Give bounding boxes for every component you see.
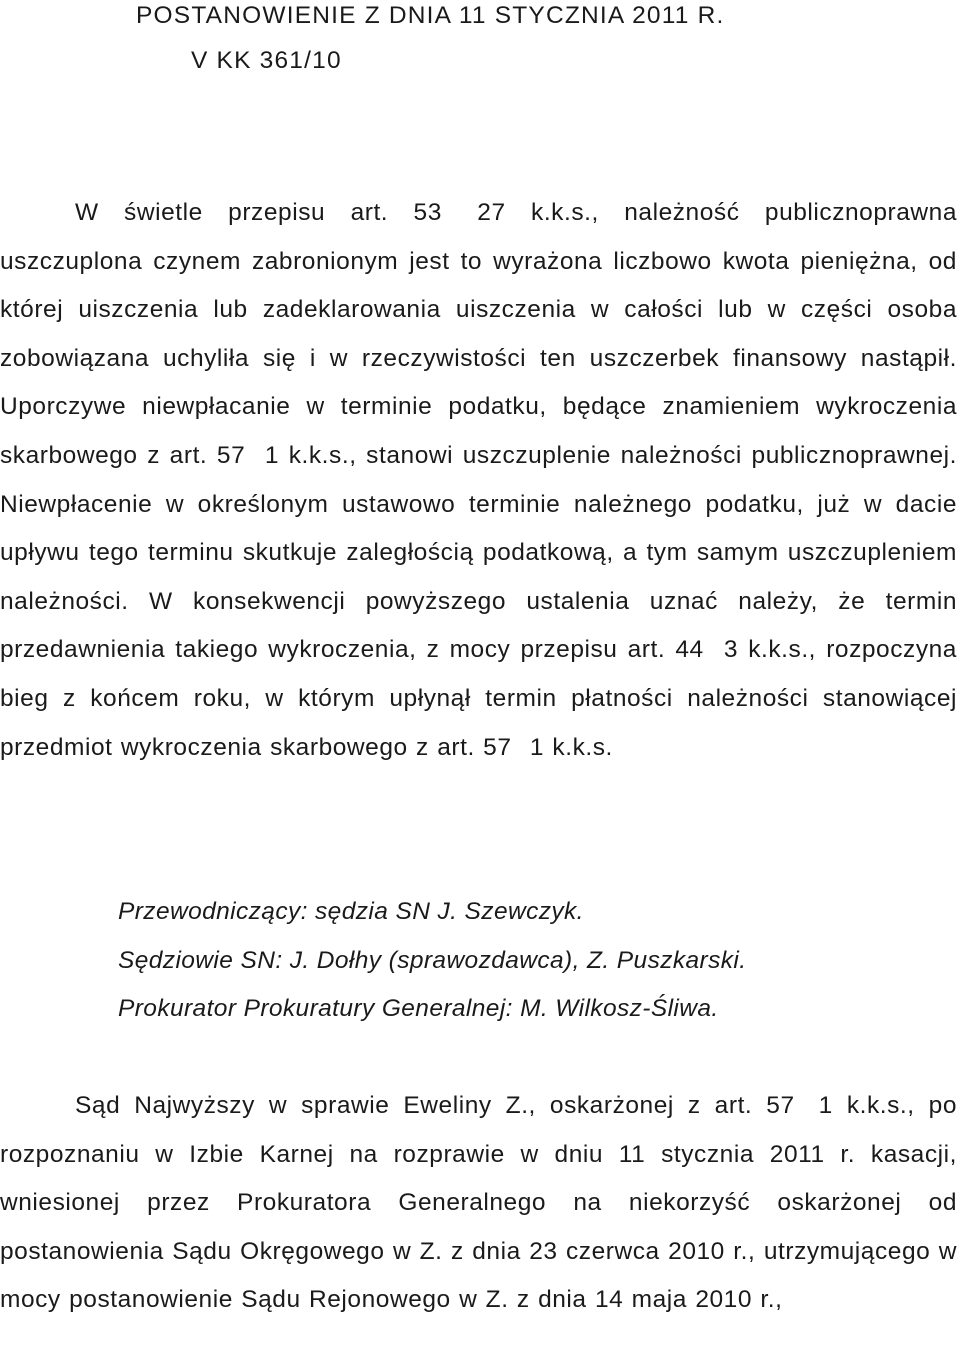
court-composition (118, 888, 746, 1034)
ruling-paragraph (0, 1082, 957, 1325)
summary-paragraph (0, 189, 957, 772)
prosecutor-line: Prokurator Prokuratury Generalnej: M. Wilkosz-Śliwa. (118, 995, 719, 1022)
ruling-text-2: 1 k.k.s., po rozpoznaniu w Izbie Karnej na rozprawie w dniu 11 stycznia 2011 r. kasacji, wniesionej przez Prokuratora Generalnego na niekorzyść oskarżonej od postanowienia Sądu Okręgowego w Z. z dnia 23 czerwca 2010 r., utrzymującego w mocy postanowienie Sądu Rejonowego w Z. z dnia 14 maja 2010 r., (0, 1092, 957, 1314)
case-number: V KK 361/10 (191, 47, 342, 74)
summary-text-4: 1 k.k.s. (529, 733, 613, 761)
decision-title: POSTANOWIENIE Z DNIA 11 STYCZNIA 2011 R. (136, 2, 725, 29)
summary-text-3: 3 k.k.s., rozpoczyna bieg z końcem roku, w którym upłynął termin płatności należności stanowiącej przedmiot wykroczenia skarbowego z art. 57 (0, 636, 957, 761)
summary-lead: W świetle przepisu art. 53 (75, 199, 442, 226)
chair-line: Przewodniczący: sędzia SN J. Szewczyk. (118, 898, 584, 925)
judges-line: Sędziowie SN: J. Dołhy (sprawozdawca), Z. Puszkarski. (118, 946, 747, 974)
summary-text-2: 1 k.k.s., stanowi uszczuplenie należności publicznoprawnej. Niewpłacenie w określonym ustawowo terminie należnego podatku, już w dacie upływu tego terminu skutkuje zaległością podatkową, a tym samym uszczupleniem należności. W konsekwencji powyższego ustalenia uznać należy, że termin przedawnienia takiego wykroczenia, z mocy przepisu art. 44 (0, 441, 957, 664)
ruling-text: Sąd Najwyższy w sprawie Eweliny Z., oskarżonej z art. 57 (75, 1092, 795, 1119)
summary-text: 27 k.k.s., należność publicznoprawna uszczuplona czynem zabronionym jest to wyrażona liczbowo kwota pieniężna, od której uiszczenia lub zadeklarowania uiszczenia w całości lub w części osoba zobowiązana uchyliła się i w rzeczywistości ten uszczerbek finansowy nastąpił. Uporczywe niewpłacanie w terminie podatku, będące znamieniem wykroczenia skarbowego z art. 57 (0, 199, 958, 469)
